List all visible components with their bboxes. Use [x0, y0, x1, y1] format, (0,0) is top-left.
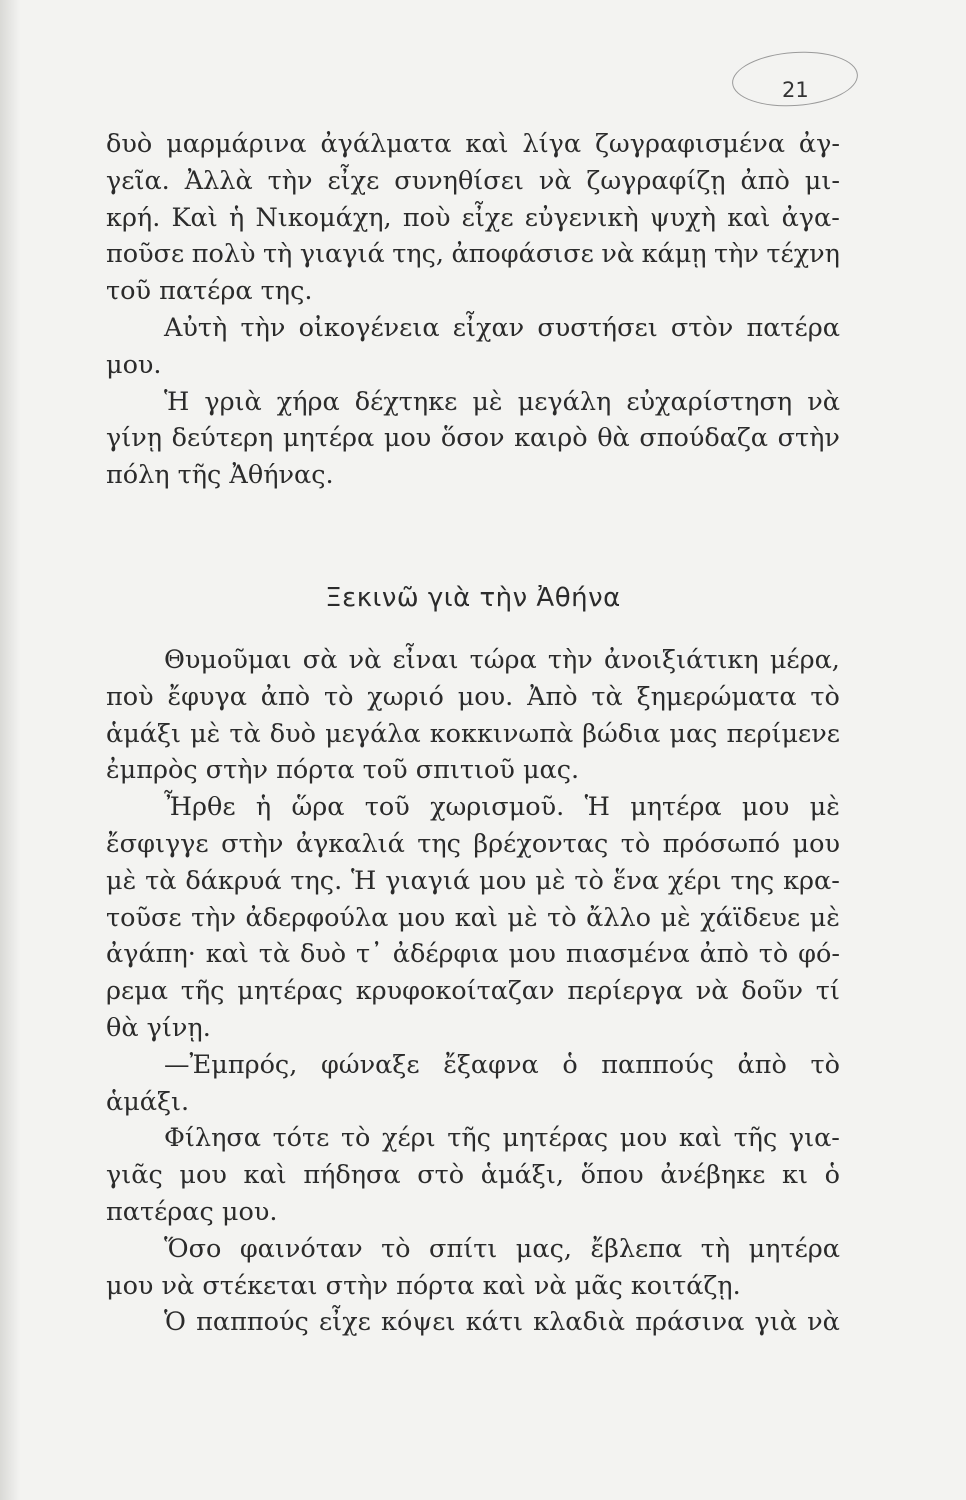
word: περίμενε — [726, 718, 840, 749]
word: πατέρα — [746, 312, 840, 343]
text-line: τοῦ πατέρα της. — [106, 276, 313, 307]
word: κρα- — [783, 865, 840, 896]
word: γιὰ — [754, 1307, 797, 1338]
word: τὴ — [700, 1233, 731, 1264]
word: ὁ — [562, 1049, 578, 1080]
word: ζωγραφισμένα — [595, 129, 785, 159]
word: γριὰ — [204, 386, 262, 417]
word: ἁμάξι — [106, 718, 182, 749]
word: μὲ — [507, 902, 538, 933]
word: στὴν — [777, 423, 840, 454]
word: της — [417, 828, 461, 859]
word: χωρισμοῦ. — [430, 792, 565, 823]
word: κάμῃ — [641, 239, 707, 270]
word: συστήσει — [537, 312, 658, 343]
word: τὴν — [267, 165, 313, 196]
word: μητέρα — [748, 1233, 840, 1264]
word: ψυχὴ — [649, 202, 717, 233]
word: τὸ — [547, 902, 577, 933]
page-edge — [0, 0, 20, 1500]
word: ἀποφάσισε — [451, 239, 594, 270]
word: παππούς — [196, 1307, 309, 1338]
word: τὴ — [262, 239, 293, 270]
word: χήρα — [276, 386, 340, 417]
word: ζωγραφίζῃ — [586, 165, 726, 196]
text-line: πόλη τῆς Ἀθήνας. — [106, 460, 334, 491]
word: εἶχε — [461, 202, 514, 233]
word: τώρα — [469, 645, 537, 675]
word: Ἡ — [351, 865, 377, 896]
word: γεῖα. — [106, 165, 170, 196]
text-line — [106, 1047, 840, 1084]
word: χάϊδευε — [700, 902, 801, 933]
text-line — [106, 310, 840, 347]
word: γιαγιά — [385, 865, 471, 896]
word: καιρὸ — [514, 423, 588, 454]
text-line — [106, 900, 840, 937]
word: τὴν — [547, 645, 593, 675]
word: Ἡ — [584, 792, 610, 823]
word: καὶ — [465, 129, 509, 159]
word: μὲ — [660, 902, 691, 933]
word: τὸ — [810, 1049, 840, 1080]
word: βώδια — [582, 718, 661, 749]
word: καὶ — [678, 1123, 722, 1154]
text-line — [106, 716, 840, 753]
word: παππούς — [601, 1049, 714, 1080]
word: ἀνέβηκε — [660, 1160, 766, 1191]
word: ἀπὸ — [737, 1049, 787, 1080]
page-number-mark — [732, 52, 860, 108]
word: Ἦρθε — [164, 792, 236, 823]
text-line — [106, 420, 840, 457]
word: μας — [669, 718, 718, 749]
word: ἀδέρφια — [392, 939, 499, 970]
word: μὲ — [809, 902, 840, 933]
word: κόψει — [381, 1307, 456, 1338]
word: κάτι — [465, 1307, 523, 1338]
word: μου — [383, 423, 432, 454]
word: τὰ — [258, 939, 291, 970]
word: δοῦν — [741, 976, 803, 1007]
word: γίνῃ — [106, 423, 163, 454]
text-line — [106, 384, 840, 421]
word: ποὺ — [402, 202, 451, 233]
word: νὰ — [348, 645, 382, 675]
word: ἀπὸ — [740, 165, 790, 196]
word: εὐχαρίστηση — [626, 386, 793, 417]
word: μου. — [457, 681, 514, 712]
text-line: θὰ γίνῃ. — [106, 1012, 211, 1043]
word: μου — [508, 939, 556, 970]
word: τοῦσε — [106, 902, 182, 933]
word: κλαδιὰ — [533, 1307, 626, 1338]
word: δεύτερη — [171, 423, 274, 454]
text-line — [106, 1157, 840, 1194]
word: τὰ — [591, 681, 623, 712]
word: τὸ — [620, 828, 651, 859]
word: φώναξε — [320, 1049, 420, 1080]
text-line — [106, 1120, 840, 1157]
word: δέχτηκε — [354, 386, 458, 417]
word: Θυμοῦμαι — [164, 645, 292, 675]
word: καὶ — [454, 902, 498, 933]
text-line — [106, 1304, 840, 1341]
word: εἶχαν — [452, 312, 525, 343]
word: καὶ — [727, 202, 771, 233]
word: στὸν — [670, 312, 734, 343]
paragraphs-before-heading — [106, 126, 840, 494]
word: ὅσον — [440, 423, 505, 454]
word: ἔβλεπα — [590, 1233, 683, 1264]
word: μὲ — [106, 865, 137, 896]
word: Ἡ — [164, 386, 190, 417]
word: ἄλλο — [586, 902, 651, 933]
word: Καὶ — [171, 202, 218, 233]
word: κρυφοκοίταζαν — [355, 976, 555, 1007]
word: τὸ — [340, 1123, 371, 1154]
text-line: μου νὰ στέκεται στὴν πόρτα καὶ νὰ μᾶς κοιτάζῃ. — [106, 1270, 741, 1301]
word: ἡ — [255, 792, 272, 823]
word: Νικομάχη, — [255, 202, 392, 233]
word: τὰ — [145, 865, 177, 896]
word: δάκρυά — [185, 865, 282, 896]
word: μου — [792, 828, 840, 859]
word: ἀπὸ — [699, 939, 749, 970]
text-line: πατέρας μου. — [106, 1196, 278, 1227]
word: μητέρα — [630, 792, 722, 823]
text-line — [106, 1231, 840, 1268]
text-line: μου. — [106, 349, 162, 380]
word: ἕνα — [612, 865, 660, 896]
word: σπούδαζα — [639, 423, 769, 454]
word: της — [730, 865, 775, 896]
word: Ὁ — [164, 1307, 186, 1338]
word: μου — [397, 902, 446, 933]
word: μητέρας — [502, 1123, 609, 1154]
word: εὐγενικὴ — [524, 202, 639, 233]
text-line — [106, 642, 840, 679]
word: νὰ — [695, 976, 729, 1007]
word: ἀγα- — [781, 202, 840, 233]
word: ὁ — [824, 1160, 840, 1191]
word: τὸ — [758, 939, 789, 970]
word: τὸ — [810, 681, 840, 712]
word: τότε — [272, 1123, 330, 1154]
text-line — [106, 973, 840, 1010]
word: ἔξαφνα — [443, 1049, 539, 1080]
word: μου — [741, 792, 790, 823]
word: μητέρα — [282, 423, 375, 454]
word: μὲ — [472, 386, 503, 417]
word: της. — [290, 865, 343, 896]
word: ἀγάλματα — [320, 129, 452, 159]
word: ἡ — [228, 202, 245, 233]
word: ἀγ- — [798, 129, 840, 159]
word: ὅπου — [580, 1160, 644, 1191]
word: ποὺ — [106, 681, 154, 712]
word: φό- — [798, 939, 840, 970]
word: τὸ — [381, 1233, 411, 1264]
word: τὴν — [240, 312, 286, 343]
word: τ᾿ — [356, 939, 383, 970]
page-number: 21 — [782, 78, 809, 102]
word: οἰκογένεια — [298, 312, 440, 343]
text-line — [106, 826, 840, 863]
word: Αὐτὴ — [164, 312, 228, 343]
word: νὰ — [538, 165, 572, 196]
word: νὰ — [601, 239, 635, 270]
word: Ἀλλὰ — [184, 165, 253, 196]
word: Φίλησα — [164, 1123, 261, 1154]
word: τὴν — [714, 239, 759, 270]
word: τὴν — [191, 902, 236, 933]
word: μι- — [804, 165, 840, 196]
text-line: ἐμπρὸς στὴν πόρτα τοῦ σπιτιοῦ μας. — [106, 755, 580, 786]
word: μου — [179, 1160, 227, 1191]
word: σπίτι — [429, 1233, 498, 1264]
text-line: ἁμάξι. — [106, 1086, 190, 1117]
word: μας, — [515, 1233, 572, 1264]
word: περίεργα — [567, 976, 683, 1007]
text-line — [106, 936, 840, 973]
word: τῆς — [180, 976, 225, 1007]
word: τῆς — [447, 1123, 491, 1154]
text-line — [106, 163, 840, 200]
word: δυὸ — [269, 718, 317, 749]
word: στὸ — [417, 1160, 465, 1191]
word: ρεμα — [106, 976, 168, 1007]
word: καὶ — [243, 1160, 287, 1191]
word: πήδησα — [303, 1160, 401, 1191]
word: λίγα — [522, 129, 582, 159]
word: ἀγάπη· — [106, 939, 196, 970]
text-line — [106, 863, 840, 900]
word: στὴν — [221, 828, 284, 859]
word: ποῦσε — [106, 239, 185, 270]
word: ἀγκαλιά — [295, 828, 405, 859]
word: ὥρα — [291, 792, 345, 823]
word: Ἀπὸ — [527, 681, 578, 712]
word: μου — [619, 1123, 668, 1154]
word: τὸ — [574, 865, 604, 896]
word: γιαγιά — [299, 239, 385, 270]
word: μὲ — [809, 792, 840, 823]
word: τοῦ — [364, 792, 410, 823]
word: μὲ — [190, 718, 221, 749]
word: τῆς — [733, 1123, 778, 1154]
word: τὰ — [229, 718, 261, 749]
word: συνηθίσει — [394, 165, 524, 196]
word: νὰ — [807, 1307, 840, 1338]
word: δυὸ — [299, 939, 347, 970]
word: Ὅσο — [164, 1233, 222, 1264]
word: κρή. — [106, 202, 161, 233]
text-line — [106, 126, 840, 163]
word: χέρι — [668, 865, 722, 896]
word: μὲ — [535, 865, 566, 896]
word: νὰ — [807, 386, 840, 417]
word: ἔφυγα — [167, 681, 247, 712]
word: θὰ — [597, 423, 630, 454]
word: δυὸ — [106, 129, 153, 159]
text-line — [106, 789, 840, 826]
word: της, — [392, 239, 444, 270]
text-line — [106, 679, 840, 716]
word: —Ἐμπρός, — [164, 1049, 298, 1080]
word: πρόσωπό — [662, 828, 781, 859]
word: μαρμάρινα — [166, 129, 307, 159]
word: μεγάλα — [325, 718, 421, 749]
word: τὸ — [323, 681, 354, 712]
word: τί — [815, 976, 840, 1007]
word: ἀδερφούλα — [245, 902, 389, 933]
section-heading: Ξεκινῶ γιὰ τὴν Ἀθήνα — [325, 583, 621, 613]
text-line — [106, 236, 840, 273]
word: εἶχε — [318, 1307, 371, 1338]
word: ἀνοιξιάτικη — [603, 645, 759, 675]
word: πολὺ — [191, 239, 256, 270]
word: ἔσφιγγε — [106, 828, 209, 859]
word: εἶχε — [327, 165, 380, 196]
word: βρέχοντας — [473, 828, 609, 859]
word: γιᾶς — [106, 1160, 163, 1191]
word: κοκκινωπὰ — [429, 718, 574, 749]
word: καὶ — [205, 939, 249, 970]
word: μεγάλη — [517, 386, 612, 417]
paragraphs-after-heading — [106, 642, 840, 1341]
word: εἶναι — [392, 645, 459, 675]
word: κι — [782, 1160, 808, 1191]
word: τέχνη — [766, 239, 840, 270]
word: σὰ — [302, 645, 338, 675]
word: μητέρας — [237, 976, 343, 1007]
word: πιασμένα — [565, 939, 690, 970]
word: φαινόταν — [239, 1233, 363, 1264]
word: χωριό — [367, 681, 444, 712]
word: πράσινα — [635, 1307, 745, 1338]
word: ξημερώματα — [636, 681, 797, 712]
text-line — [106, 200, 840, 237]
word: ἁμάξι, — [480, 1160, 564, 1191]
word: μου — [479, 865, 527, 896]
word: μέρα, — [769, 645, 840, 675]
word: χέρι — [382, 1123, 436, 1154]
word: για- — [788, 1123, 840, 1154]
word: ἀπὸ — [260, 681, 311, 712]
